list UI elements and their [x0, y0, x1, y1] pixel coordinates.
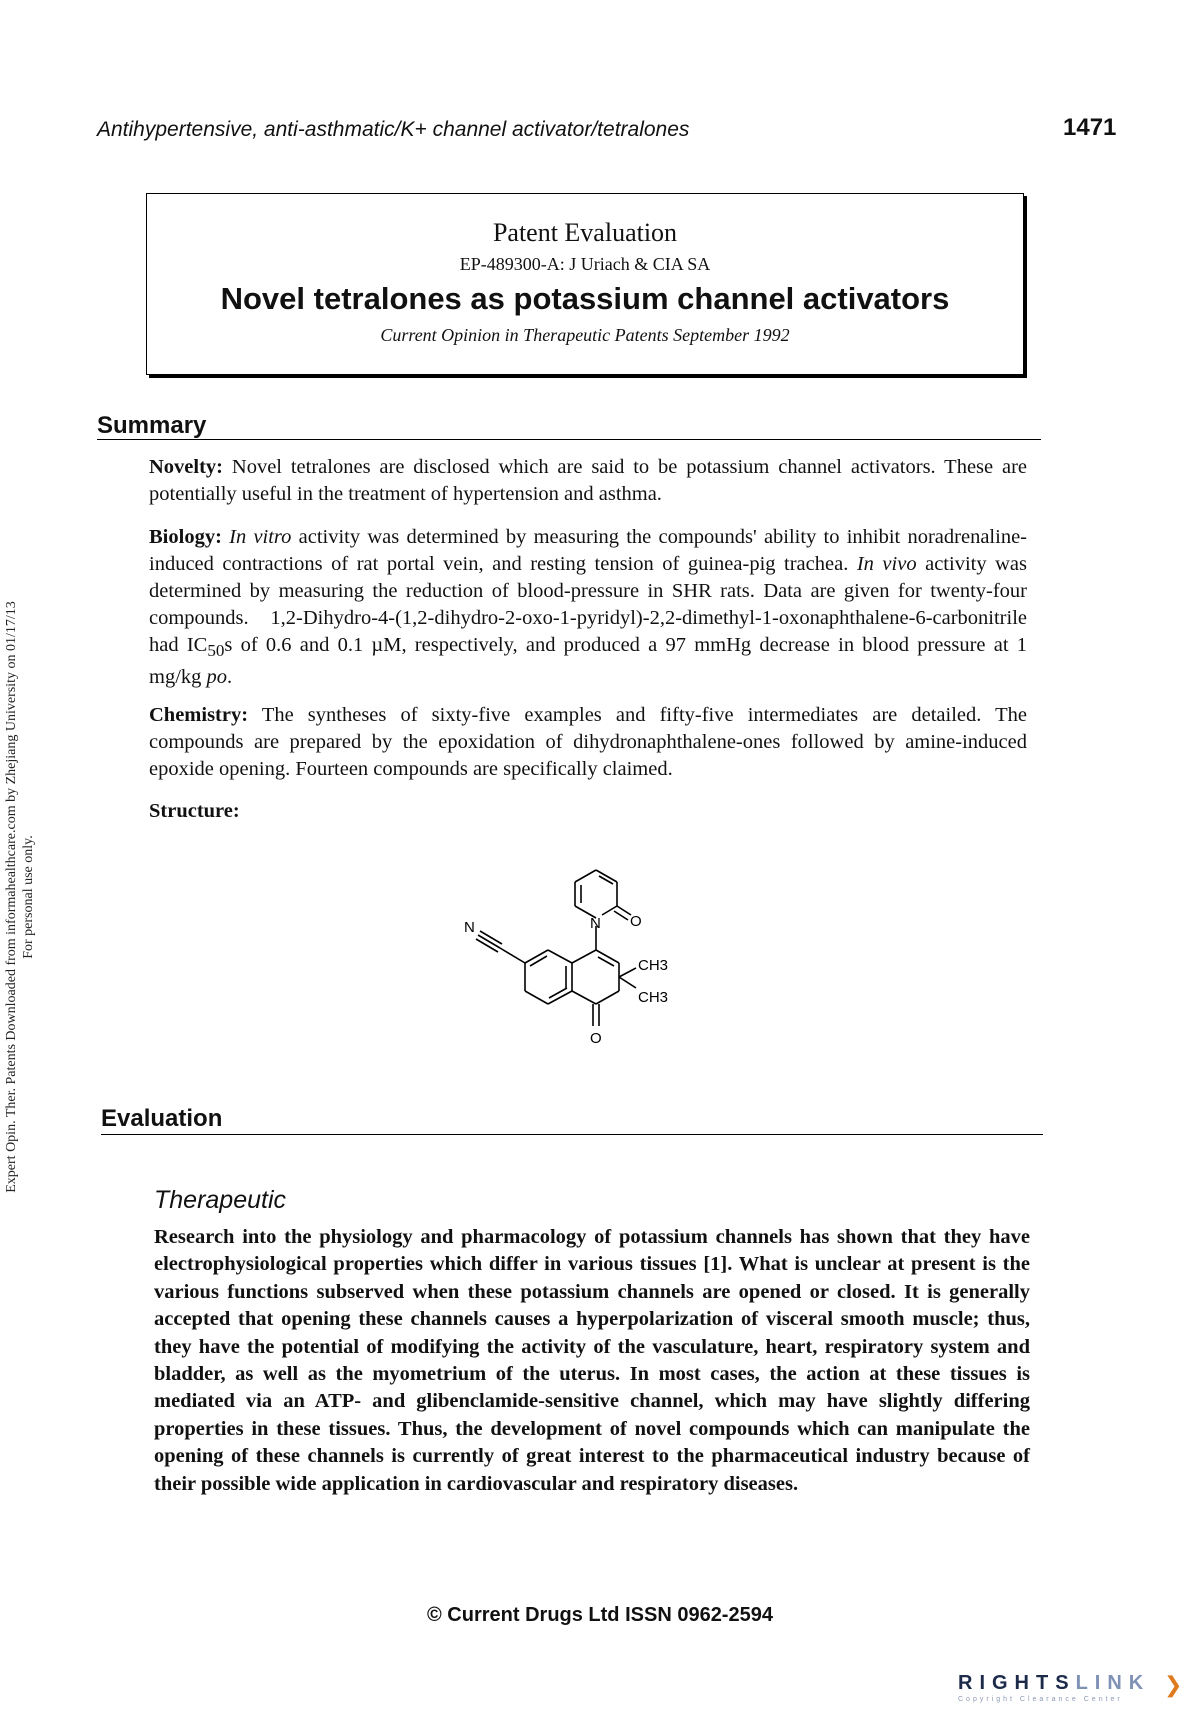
ketone-oxygen-label: O	[590, 1030, 602, 1047]
novelty-label: Novelty:	[149, 456, 224, 478]
novelty-text: Novel tetralones are disclosed which are said to be potassium channel activators. These are potentially useful in the treatment of hypertension and asthma.	[149, 456, 1028, 505]
side-note-line-2: For personal use only.	[21, 835, 36, 959]
double-bond-inner	[599, 876, 613, 884]
download-side-note	[3, 197, 37, 1597]
in-vitro-term: In vitro	[229, 526, 292, 548]
in-vivo-term: In vivo	[856, 553, 917, 575]
running-head: Antihypertensive, anti-asthmatic/K+ channel activator/tetralones	[97, 118, 690, 141]
po-term: po	[206, 666, 228, 689]
double-bond-inner	[530, 956, 547, 966]
novelty-paragraph	[149, 454, 1027, 508]
summary-rule	[97, 439, 1041, 440]
bond	[525, 991, 548, 1004]
biology-text-2: activity was determined by measuring the reduction of blood-pressure in SHR rats. Data are given for twenty-four compounds. 1,2-Dihydro-4-(1,2-dihydro-2-oxo-1-pyridyl)-2,2-dimethyl-1-oxonaphthalene-6-carbonitrile had IC	[149, 553, 1027, 656]
bond	[500, 948, 525, 963]
article-title: Novel tetralones as potassium channel activators	[220, 281, 950, 316]
bond	[596, 991, 619, 1004]
rightslink-arrow-icon: ❯	[1164, 1672, 1183, 1697]
biology-paragraph	[149, 524, 1027, 691]
methyl-bond	[619, 968, 636, 977]
nitrile-nitrogen-label: N	[464, 919, 475, 936]
bond	[548, 991, 572, 1004]
structure-label: Structure:	[149, 800, 240, 822]
biology-label: Biology:	[149, 526, 222, 548]
evaluation-heading: Evaluation	[101, 1105, 223, 1132]
article-source: Current Opinion in Therapeutic Patents September 1992	[380, 325, 790, 345]
bond	[525, 950, 548, 963]
biology-text-1: activity was determined by measuring the compounds' ability to inhibit noradrenaline-induced contractions of rat portal vein, and resting tension of guinea-pig trachea.	[149, 526, 1028, 575]
chemistry-text: The syntheses of sixty-five examples and fifty-five intermediates are detailed. The compounds are prepared by the epoxidation of dihydronaphthalene-ones followed by amine-induced epoxide opening. Fourteen compounds are specifically claimed.	[149, 704, 1027, 780]
bond	[602, 906, 617, 915]
box-kicker: Patent Evaluation	[492, 218, 678, 247]
ring-nitrogen-label: N	[590, 915, 601, 932]
bond	[548, 950, 572, 963]
side-note-line-1: Expert Opin. Ther. Patents Downloaded from informahealthcare.com by Zhejiang University on 01/17/13	[4, 601, 19, 1193]
biology-end: .	[227, 666, 233, 689]
bond	[575, 870, 596, 882]
biology-text-3: s of 0.6 and 0.1 µM, respectively, and produced a 97 mmHg decrease in blood pressure at 1 mg/kg	[149, 634, 1027, 689]
rightslink-wordmark	[958, 1672, 1194, 1695]
rightslink-logo[interactable]	[958, 1672, 1194, 1712]
copyright-footer: © Current Drugs Ltd ISSN 0962-2594	[427, 1604, 773, 1626]
bond	[596, 950, 619, 963]
chemistry-paragraph	[149, 702, 1027, 783]
chemical-structure	[440, 840, 720, 1070]
bond	[572, 950, 596, 963]
pyridone-oxygen-label: O	[630, 913, 642, 930]
evaluation-rule	[101, 1134, 1043, 1135]
summary-heading: Summary	[97, 412, 207, 439]
ic50-subscript: 50	[207, 641, 225, 661]
bond	[572, 991, 596, 1004]
chemistry-label: Chemistry:	[149, 704, 249, 726]
therapeutic-paragraph: Research into the physiology and pharmacology of potassium channels has shown that they have electrophysiological properties which differ in various tissues [1]. What is unclear at present is the various functions subserved when these potassium channels are opened or closed. It is generally accepted that opening these channels causes a hyperpolarization of visceral smooth muscle; thus, they have the potential of modifying the activity of the vasculature, heart, respiratory system and bladder, as well as the myometrium of the uterus. In most cases, the action at these tissues is mediated via an ATP- and glibenclamide-sensitive channel, which may have slightly differing properties in these tissues. Thus, the development of novel compounds which can manipulate the opening of these channels is currently of great interest to the pharmaceutical industry because of their possible wide application in cardiovascular and respiratory diseases.	[154, 1226, 1030, 1495]
patent-evaluation-box	[146, 193, 1024, 375]
page-number: 1471	[1063, 114, 1117, 141]
rightslink-word-light: LINK	[1075, 1672, 1151, 1694]
therapeutic-subheading: Therapeutic	[154, 1186, 287, 1214]
methyl-label-1: CH3	[638, 957, 669, 974]
methyl-label-2: CH3	[638, 989, 669, 1006]
patent-number: EP-489300-A: J Uriach & CIA SA	[459, 254, 711, 274]
rightslink-word-dark: RIGHTS	[958, 1672, 1076, 1694]
methyl-bond	[619, 977, 636, 988]
double-bond-inner	[549, 988, 567, 998]
rightslink-subtitle: Copyright Clearance Center	[958, 1696, 1123, 1703]
